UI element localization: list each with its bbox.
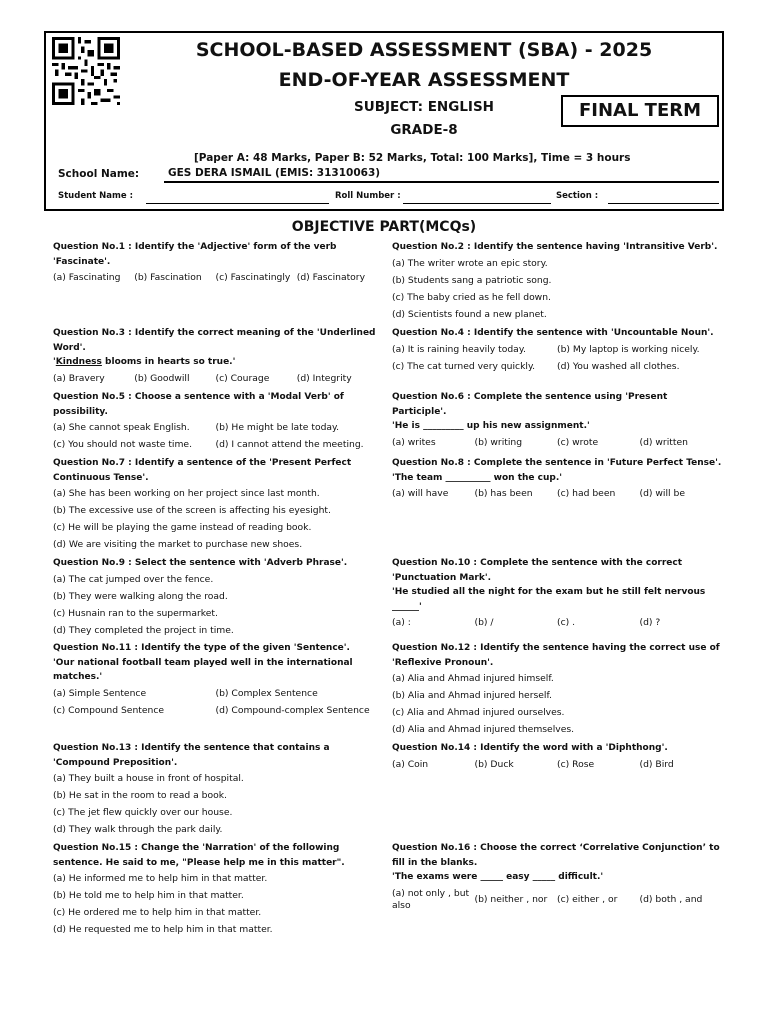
question-sentence: 'Our national football team played well in the international matches.': [53, 657, 353, 682]
option-d[interactable]: (d) They walk through the park daily.: [53, 824, 223, 835]
question-sentence: 'Kindness blooms in hearts so true.': [53, 357, 236, 367]
option-c[interactable]: (c) Husnain ran to the supermarket.: [53, 607, 218, 619]
options-list: [53, 574, 378, 637]
option-a[interactable]: (a) They built a house in front of hospital.: [53, 773, 244, 784]
question-stem: Question No.5 : Choose a sentence with a 'Modal Verb' of possibility.: [53, 392, 344, 417]
option-c[interactable]: (c) The jet flew quickly over our house.: [53, 807, 233, 818]
option-b[interactable]: (b) The excessive use of the screen is affecting his eyesight.: [53, 505, 331, 516]
final-term-badge: FINAL TERM: [561, 95, 719, 127]
question-16: [392, 841, 722, 912]
option-d[interactable]: (d) Scientists found a new planet.: [392, 308, 547, 320]
options-list: [392, 673, 722, 736]
objective-part-title: OBJECTIVE PART(MCQs): [291, 219, 477, 235]
question-stem: Question No.14 : Identify the word with a 'Diphthong'.: [392, 743, 668, 753]
option-c[interactable]: (c) Rose: [557, 758, 595, 770]
option-d[interactable]: (d) He requested me to help him in that matter.: [53, 924, 273, 935]
roll-number-field[interactable]: [403, 203, 551, 204]
options-list: [53, 688, 378, 722]
school-name-value: GES DERA ISMAIL (EMIS: 31310063): [168, 167, 381, 179]
question-stem: Question No.7 : Identify a sentence of the 'Present Perfect Continuous Tense'.: [53, 458, 352, 483]
option-d[interactable]: (d) both , and: [639, 893, 703, 905]
option-b[interactable]: (b) Alia and Ahmad injured herself.: [392, 690, 552, 701]
question-stem: Question No.3 : Identify the correct meaning of the 'Underlined Word'.: [53, 328, 376, 353]
question-stem: Question No.16 : Choose the correct ‘Correlative Conjunction’ to fill in the blanks.: [392, 843, 720, 868]
school-name-label: School Name:: [58, 168, 140, 180]
option-d[interactable]: (d) Alia and Ahmad injured themselves.: [392, 724, 575, 735]
question-stem: Question No.11 : Identify the type of the given 'Sentence'.: [53, 643, 350, 653]
grade-label: GRADE-8: [390, 122, 458, 138]
option-a[interactable]: (a) He informed me to help him in that matter.: [53, 873, 268, 884]
option-d[interactable]: (d) I cannot attend the meeting.: [215, 439, 364, 450]
option-a[interactable]: (a) She has been working on her project since last month.: [53, 488, 320, 499]
option-c[interactable]: (c) either , or: [557, 893, 618, 905]
option-a[interactable]: (a) It is raining heavily today.: [392, 343, 526, 355]
option-a[interactable]: (a) Fascinating: [53, 272, 121, 283]
options-list: [392, 488, 722, 500]
roll-number-label: Roll Number :: [335, 191, 401, 201]
option-a[interactable]: (a) :: [392, 617, 411, 628]
option-b[interactable]: (b) Fascination: [134, 272, 202, 283]
question-5: [53, 390, 378, 456]
question-stem: Question No.8 : Complete the sentence in 'Future Perfect Tense'.: [392, 458, 722, 468]
option-a[interactable]: (a) writes: [392, 436, 436, 448]
option-c[interactable]: (c) He will be playing the game instead of reading book.: [53, 522, 312, 533]
options-list: [53, 272, 378, 284]
question-stem: Question No.4 : Identify the sentence with 'Uncountable Noun'.: [392, 328, 714, 338]
question-11: [53, 641, 378, 722]
option-c[interactable]: (c) The baby cried as he fell down.: [392, 291, 551, 303]
option-a[interactable]: (a) Bravery: [53, 372, 105, 384]
options-list: [53, 873, 378, 936]
option-b[interactable]: (b) /: [474, 617, 494, 628]
option-b[interactable]: (b) He told me to help him in that matter.: [53, 890, 244, 901]
option-c[interactable]: (c) .: [557, 617, 576, 628]
option-d[interactable]: (d) Integrity: [296, 372, 352, 384]
option-a[interactable]: (a) not only , but also: [392, 887, 470, 911]
option-c[interactable]: (c) The cat turned very quickly.: [392, 360, 536, 372]
option-c[interactable]: (c) Courage: [215, 372, 270, 384]
option-c[interactable]: (c) Compound Sentence: [53, 704, 165, 716]
options-list: [53, 422, 378, 456]
options-list: [53, 488, 378, 551]
question-stem: Question No.1 : Identify the 'Adjective' form of the verb 'Fascinate'.: [53, 242, 337, 267]
question-sentence: 'The team __________ won the cup.': [392, 472, 563, 483]
options-list: [392, 437, 722, 449]
option-c[interactable]: (c) Fascinatingly: [215, 272, 291, 283]
section-field[interactable]: [608, 203, 719, 204]
option-b[interactable]: (b) Goodwill: [134, 372, 190, 384]
option-b[interactable]: (b) writing: [474, 436, 523, 448]
option-d[interactable]: (d) ?: [639, 617, 661, 628]
option-a[interactable]: (a) Alia and Ahmad injured himself.: [392, 673, 554, 684]
option-d[interactable]: (d) You washed all clothes.: [557, 360, 680, 372]
option-d[interactable]: (d) We are visiting the market to purchase new shoes.: [53, 539, 303, 550]
option-b[interactable]: (b) Students sang a patriotic song.: [392, 274, 552, 286]
options-list: [392, 759, 722, 771]
option-c[interactable]: (c) wrote: [557, 436, 599, 448]
option-a[interactable]: (a) She cannot speak English.: [53, 422, 190, 433]
header-box: [44, 31, 724, 211]
option-b[interactable]: (b) He sat in the room to read a book.: [53, 790, 227, 801]
student-name-field[interactable]: [146, 203, 329, 204]
question-stem: Question No.9 : Select the sentence with 'Adverb Phrase'.: [53, 558, 348, 568]
option-b[interactable]: (b) They were walking along the road.: [53, 590, 228, 602]
options-list: [53, 773, 378, 836]
question-stem: Question No.6 : Complete the sentence using 'Present Participle'.: [392, 392, 668, 417]
option-d[interactable]: (d) They completed the project in time.: [53, 624, 234, 636]
underlined-word: Kindness: [55, 357, 102, 367]
question-2: [392, 240, 722, 326]
question-stem: Question No.13 : Identify the sentence that contains a 'Compound Preposition'.: [53, 743, 330, 768]
option-b[interactable]: (b) My laptop is working nicely.: [557, 343, 700, 355]
question-15: [53, 841, 378, 941]
section-label: Section :: [556, 191, 599, 201]
question-6: [392, 390, 722, 449]
question-stem: Question No.15 : Change the 'Narration' of the following sentence. He said to me, "Please help me in this matter".: [53, 843, 345, 868]
question-1: [53, 240, 378, 284]
option-a[interactable]: (a) will have: [392, 488, 449, 499]
assessment-title: SCHOOL-BASED ASSESSMENT (SBA) - 2025: [195, 39, 653, 61]
question-stem: Question No.2 : Identify the sentence having 'Intransitive Verb'.: [392, 242, 718, 252]
option-b[interactable]: (b) Duck: [474, 758, 514, 770]
paper-info: [Paper A: 48 Marks, Paper B: 52 Marks, Total: 100 Marks], Time = 3 hours: [194, 152, 631, 164]
option-a[interactable]: (a) Simple Sentence: [53, 687, 147, 699]
school-name-underline: [164, 181, 719, 183]
options-list: [392, 617, 722, 629]
option-b[interactable]: (b) has been: [474, 488, 533, 499]
question-7: [53, 456, 378, 556]
question-sentence: 'The exams were _____ easy _____ difficult.': [392, 872, 604, 882]
option-b[interactable]: (b) neither , nor: [474, 893, 548, 905]
options-list: [392, 888, 722, 912]
student-name-label: Student Name :: [58, 191, 133, 201]
option-b[interactable]: (b) Complex Sentence: [215, 687, 318, 699]
options-list: [53, 373, 378, 385]
question-4: [392, 326, 722, 378]
option-c[interactable]: (c) You should not waste time.: [53, 439, 193, 450]
subject-label: SUBJECT: ENGLISH: [354, 99, 494, 115]
option-a[interactable]: (a) Coin: [392, 758, 429, 770]
option-d[interactable]: (d) Bird: [639, 758, 674, 770]
assessment-subtitle: END-OF-YEAR ASSESSMENT: [278, 69, 570, 91]
question-10: [392, 556, 722, 629]
question-stem: Question No.10 : Complete the sentence with the correct 'Punctuation Mark'.: [392, 558, 683, 583]
question-sentence: 'He is _________ up his new assignment.': [392, 421, 590, 431]
question-sentence: 'He studied all the night for the exam but he still felt nervous ______': [392, 587, 706, 612]
question-8: [392, 456, 722, 500]
option-a[interactable]: (a) The writer wrote an epic story.: [392, 257, 548, 269]
option-c[interactable]: (c) had been: [557, 488, 616, 499]
option-d[interactable]: (d) will be: [639, 488, 685, 499]
question-13: [53, 741, 378, 841]
question-12: [392, 641, 722, 741]
option-b[interactable]: (b) He might be late today.: [215, 422, 340, 433]
option-d[interactable]: (d) Compound-complex Sentence: [215, 704, 370, 716]
option-a[interactable]: (a) The cat jumped over the fence.: [53, 573, 214, 585]
question-3: [53, 326, 378, 385]
option-d[interactable]: (d) written: [639, 436, 688, 448]
option-c[interactable]: (c) He ordered me to help him in that matter.: [53, 907, 262, 918]
option-c[interactable]: (c) Alia and Ahmad injured ourselves.: [392, 707, 565, 718]
question-14: [392, 741, 722, 771]
options-list: [392, 258, 722, 321]
options-list: [392, 344, 722, 378]
question-9: [53, 556, 378, 642]
question-stem: Question No.12 : Identify the sentence having the correct use of 'Reflexive Pronoun'.: [392, 643, 720, 668]
option-d[interactable]: (d) Fascinatory: [296, 272, 366, 283]
